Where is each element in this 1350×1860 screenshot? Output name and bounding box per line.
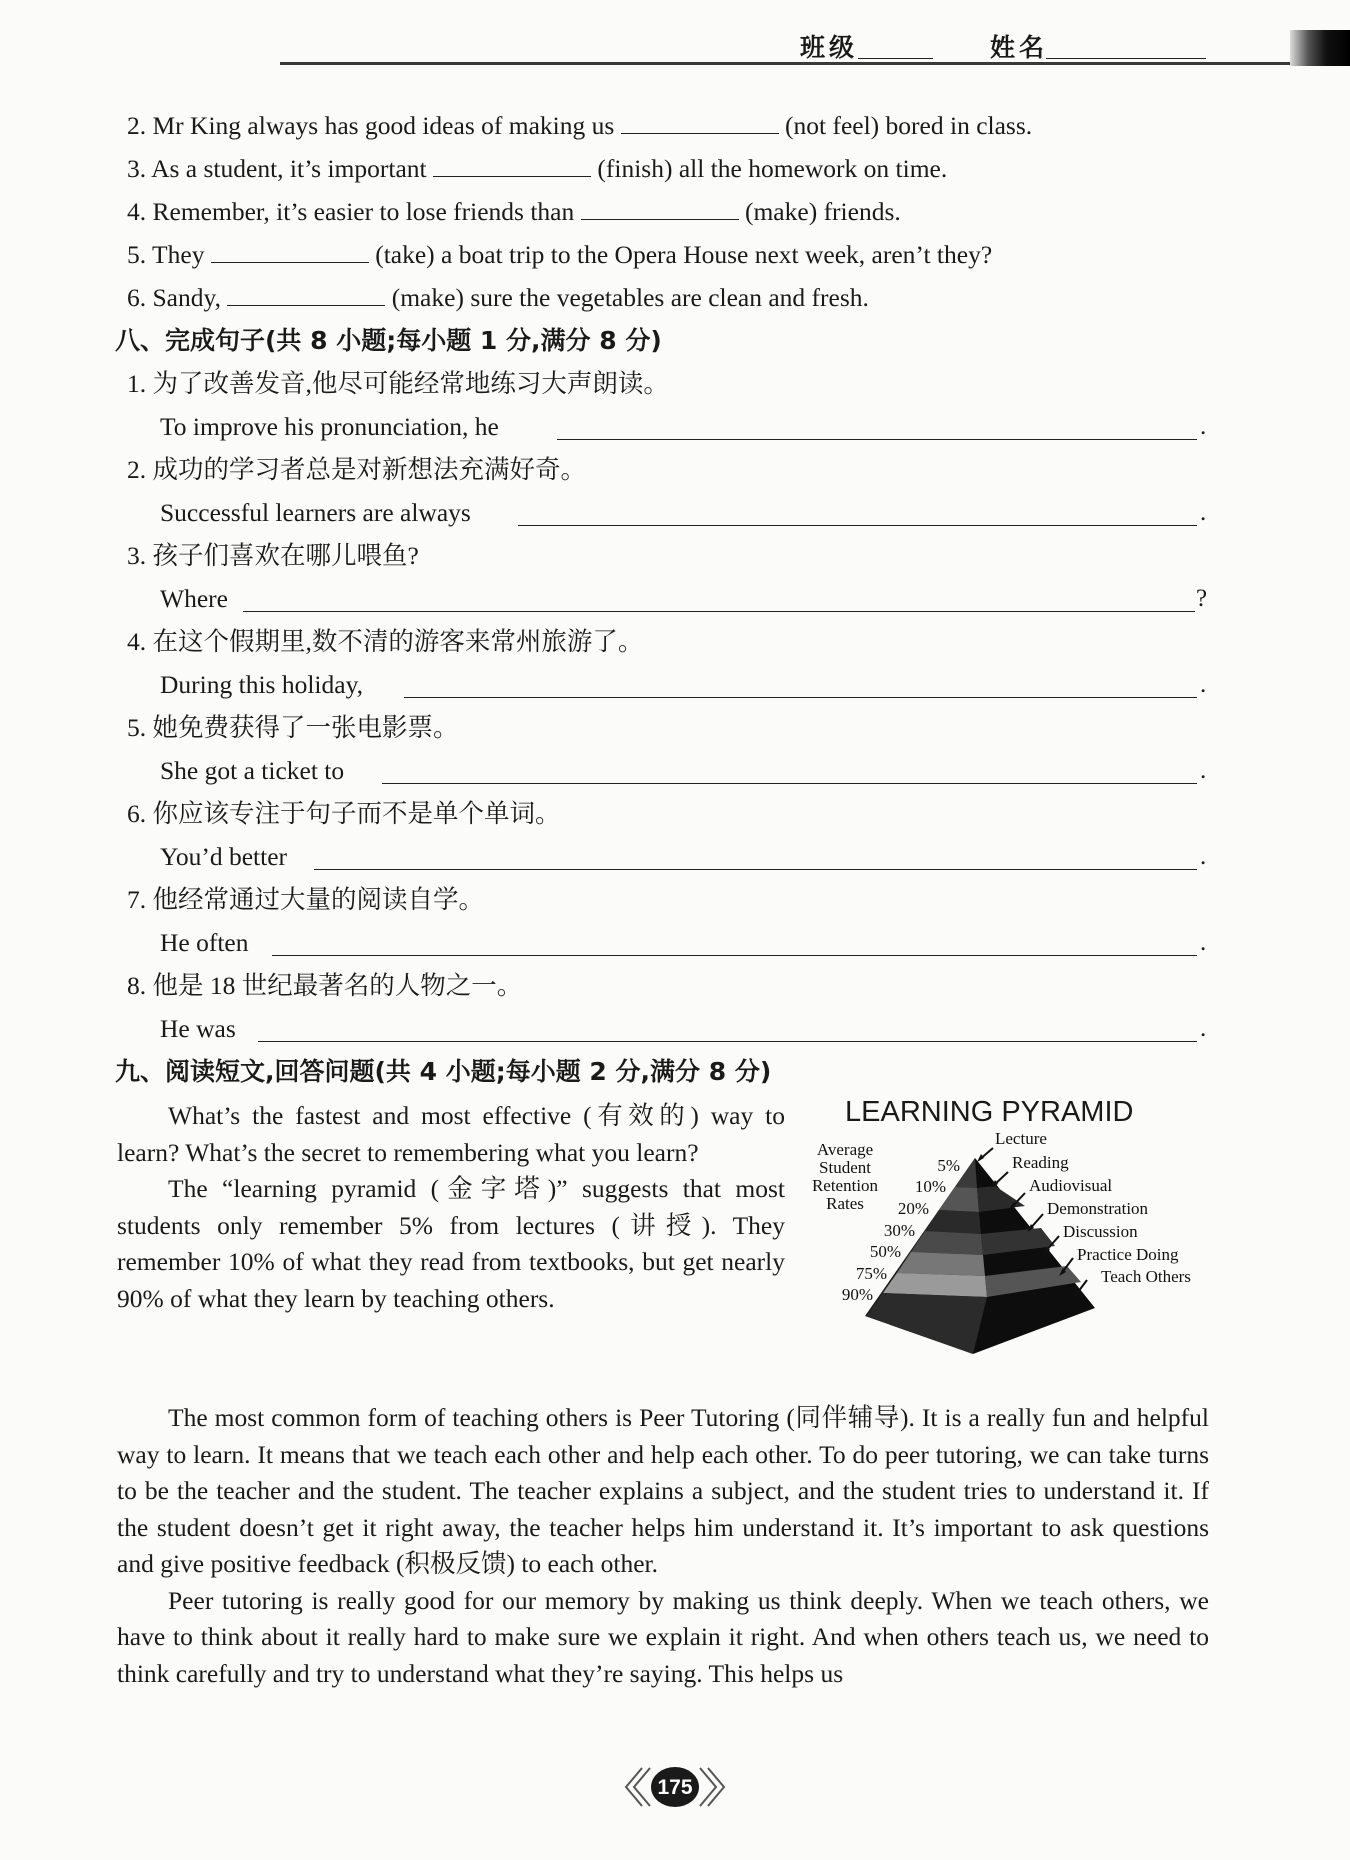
reading-full-column	[117, 1400, 1209, 1692]
sentence-3-answer-line[interactable]	[243, 611, 1195, 612]
fill-in-item-2: 2. Mr King always has good ideas of making us (not feel) bored in class.	[127, 111, 1033, 140]
sentence-8-prompt: He was	[160, 1014, 236, 1043]
paragraph-1: What’s the fastest and most effective (有效的) way to learn? What’s the secret to remembering what you learn?	[117, 1101, 785, 1167]
band-practice	[883, 1273, 987, 1297]
sentence-2-end: .	[1200, 499, 1207, 526]
percent-lecture: 5%	[937, 1156, 960, 1175]
name-label: 姓名	[990, 35, 1049, 62]
sentence-5-answer-line[interactable]	[382, 783, 1197, 784]
answer-blank[interactable]	[211, 240, 369, 263]
sentence-7-chinese: 7. 他经常通过大量的阅读自学。	[127, 885, 485, 914]
method-audiovisual: Audiovisual	[1029, 1176, 1113, 1195]
method-demonstration: Demonstration	[1047, 1199, 1149, 1218]
side-label-line-4: Rates	[826, 1194, 864, 1213]
sentence-6-end: .	[1200, 843, 1207, 870]
sentence-8-answer-line[interactable]	[258, 1041, 1197, 1042]
sentence-3-end: ?	[1196, 585, 1208, 612]
sentence-2-prompt: Successful learners are always	[160, 498, 471, 527]
section-8-title: 八、完成句子(共 8 小题;每小题 1 分,满分 8 分)	[115, 326, 662, 355]
sentence-7-prompt: He often	[160, 928, 249, 957]
sentence-7-end: .	[1200, 929, 1207, 956]
percent-teach: 90%	[841, 1285, 873, 1304]
sentence-7-answer-line[interactable]	[272, 955, 1197, 956]
reading-left-column	[117, 1098, 785, 1317]
name-blank[interactable]	[1046, 58, 1206, 59]
sentence-6-chinese: 6. 你应该专注于句子而不是单个单词。	[127, 799, 561, 828]
fill-in-item-4: 4. Remember, it’s easier to lose friends than (make) friends.	[127, 197, 901, 226]
sentence-4-answer-line[interactable]	[404, 697, 1197, 698]
side-label-line-3: Retention	[811, 1176, 879, 1195]
pyramid-title: LEARNING PYRAMID	[845, 1096, 1134, 1128]
class-blank[interactable]	[858, 58, 933, 59]
header-rule	[280, 62, 1330, 65]
answer-blank[interactable]	[581, 197, 739, 220]
sentence-5-end: .	[1200, 757, 1207, 784]
page-number: 175	[657, 1776, 693, 1799]
sentence-5-chinese: 5. 她免费获得了一张电影票。	[127, 713, 459, 742]
side-label-line-1: Average	[816, 1140, 874, 1159]
side-label-line-2: Student	[819, 1158, 871, 1177]
sentence-1-answer-line[interactable]	[557, 439, 1197, 440]
paragraph-3: The most common form of teaching others is Peer Tutoring (同伴辅导). It is a really fun and helpful way to learn. It means that we teach each other and help each other. To do peer tutoring, we can take turns to be the teacher and the student. The teacher explains a subject, and the student tries to understand it. If the student doesn’t get it right away, the teacher helps him understand it. It’s important to ask questions and give positive feedback (积极反馈) to each other.	[117, 1403, 1209, 1578]
method-lecture: Lecture	[995, 1130, 1047, 1148]
sentence-1-prompt: To improve his pronunciation, he	[160, 412, 499, 441]
percent-practice: 75%	[855, 1264, 887, 1283]
paragraph-4: Peer tutoring is really good for our memory by making us think deeply. When we teach others, we have to think about it really hard to make sure we explain it right. And when others teach us, we need to think carefully and try to understand what they’re saying. This helps us	[117, 1585, 1209, 1688]
sentence-8-end: .	[1200, 1015, 1207, 1042]
sentence-8-chinese: 8. 他是 18 世纪最著名的人物之一。	[127, 971, 523, 1000]
sentence-6-prompt: You’d better	[160, 842, 288, 871]
class-label: 班级	[800, 35, 859, 62]
percent-audiovisual: 20%	[897, 1199, 929, 1218]
fill-in-item-5: 5. They (take) a boat trip to the Opera House next week, aren’t they?	[127, 240, 993, 269]
fill-in-item-3: 3. As a student, it’s important (finish) all the homework on time.	[127, 154, 948, 183]
percent-demonstration: 30%	[883, 1221, 915, 1240]
sentence-2-answer-line[interactable]	[518, 525, 1197, 526]
paragraph-2: The “learning pyramid (金字塔)” suggests that most students only remember 5% from lectures (讲授). They remember 10% of what they read from textbooks, but get nearly 90% of what they learn by teaching others.	[117, 1174, 785, 1313]
sentence-1-chinese: 1. 为了改善发音,他尽可能经常地练习大声朗读。	[127, 369, 669, 398]
learning-pyramid-figure	[805, 1130, 1225, 1360]
sentence-3-chinese: 3. 孩子们喜欢在哪儿喂鱼?	[127, 541, 419, 570]
answer-blank[interactable]	[621, 111, 779, 134]
sentence-3-prompt: Where	[160, 584, 228, 613]
percent-discussion: 50%	[869, 1242, 901, 1261]
band-teach	[867, 1293, 987, 1354]
sentence-2-chinese: 2. 成功的学习者总是对新想法充满好奇。	[127, 455, 587, 484]
header-edge-band	[1290, 30, 1350, 66]
method-reading: Reading	[1012, 1153, 1069, 1172]
band-r-2	[977, 1186, 1025, 1212]
method-practice-doing: Practice Doing	[1077, 1245, 1179, 1264]
band-audiovisual	[925, 1210, 981, 1234]
method-discussion: Discussion	[1063, 1222, 1138, 1241]
sentence-4-prompt: During this holiday,	[160, 670, 364, 699]
fill-in-item-6: 6. Sandy, (make) sure the vegetables are clean and fresh.	[127, 283, 869, 312]
percent-reading: 10%	[914, 1177, 946, 1196]
sentence-4-chinese: 4. 在这个假期里,数不清的游客来常州旅游了。	[127, 627, 644, 656]
answer-blank[interactable]	[227, 283, 385, 306]
page-header	[0, 0, 1350, 70]
sentence-6-answer-line[interactable]	[314, 869, 1197, 870]
sentence-1-end: .	[1200, 413, 1207, 440]
sentence-5-prompt: She got a ticket to	[160, 756, 345, 785]
section-9-title: 九、阅读短文,回答问题(共 4 小题;每小题 2 分,满分 8 分)	[115, 1057, 772, 1086]
method-teach-others: Teach Others	[1101, 1267, 1191, 1286]
band-discussion	[897, 1252, 985, 1276]
sentence-4-end: .	[1200, 671, 1207, 698]
answer-blank[interactable]	[433, 154, 591, 177]
page-number-badge	[620, 1762, 730, 1812]
